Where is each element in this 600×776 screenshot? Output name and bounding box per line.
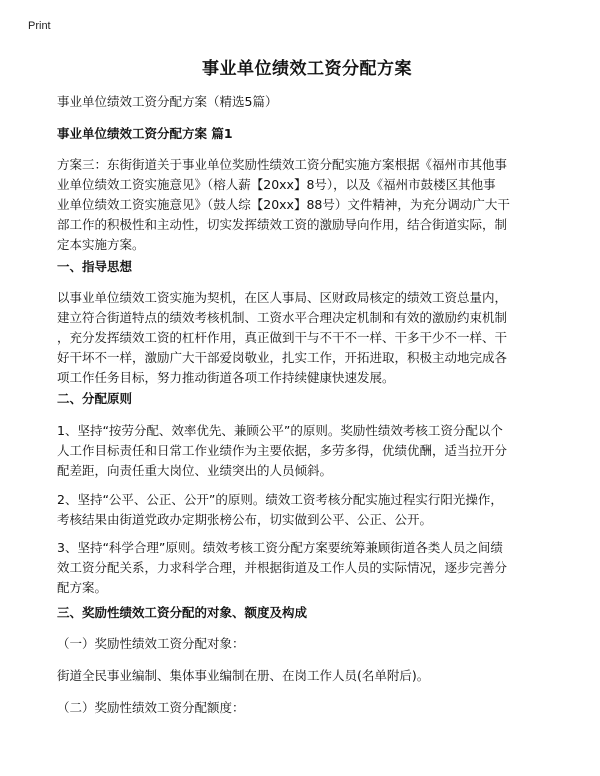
heading-text: 三、奖励性绩效工资分配的对象、额度及构成 — [57, 605, 308, 620]
principle-2 — [57, 490, 557, 530]
heading-text: 一、指导思想 — [57, 259, 133, 274]
guiding-line: 项工作任务目标，努力推动街道各项工作持续健康快速发展。 — [57, 370, 395, 385]
subtitle-text: 事业单位绩效工资分配方案（精选5篇） — [57, 94, 278, 109]
objects-line: 街道全民事业编制、集体事业编制在册、在岗工作人员(名单附后)。 — [57, 668, 430, 683]
heading-guiding-ideology — [57, 257, 557, 277]
principle-line: 3、坚持“科学合理”原则。绩效考核工资分配方案要统筹兼顾街道各类人员之间绩 — [57, 540, 503, 555]
guiding-line: 以事业单位绩效工资实施为契机，在区人事局、区财政局核定的绩效工资总量内， — [57, 290, 508, 305]
principle-line: 考核结果由街道党政办定期张榜公布，切实做到公平、公正、公开。 — [57, 512, 433, 527]
intro-line: 部工作的积极性和主动性，切实发挥绩效工资的激励导向作用，结合街道实际，制 — [57, 217, 508, 232]
guiding-line: ，充分发挥绩效工资的杠杆作用，真正做到干与不干不一样、干多干少不一样、干 — [57, 330, 508, 345]
principle-3 — [57, 538, 557, 598]
principle-line: 效工资分配关系，力求科学合理，并根据街道及工作人员的实际情况，逐步完善分 — [57, 560, 508, 575]
guiding-paragraph — [57, 288, 557, 388]
intro-line: 方案三：东街街道关于事业单位奖励性绩效工资分配实施方案根据《福州市其他事 — [57, 157, 508, 172]
sub-heading-objects — [57, 634, 557, 654]
document-subtitle — [57, 92, 557, 112]
principle-line: 配差距，向责任重大岗位、业绩突出的人员倾斜。 — [57, 463, 333, 478]
objects-paragraph — [57, 666, 557, 686]
intro-line: 业单位绩效工资实施意见》（榕人薪【20xx】8号），以及《福州市鼓楼区其他事 — [57, 177, 496, 192]
intro-line: 定本实施方案。 — [57, 237, 145, 252]
principle-line: 人工作目标责任和日常工作业绩作为主要依据，多劳多得，优绩优酬，适当拉开分 — [57, 443, 508, 458]
principle-line: 配方案。 — [57, 580, 108, 595]
intro-paragraph — [57, 155, 557, 255]
guiding-line: 建立符合街道特点的绩效考核机制、工资水平合理决定机制和有效的激励约束机制 — [57, 310, 508, 325]
heading-distribution-principles — [57, 389, 557, 409]
heading-allocation-objects — [57, 603, 557, 623]
section-title-text: 事业单位绩效工资分配方案 篇1 — [57, 126, 233, 141]
sub-heading-text: （二）奖励性绩效工资分配额度： — [57, 700, 245, 715]
sub-heading-amount — [57, 698, 557, 718]
principle-line: 1、坚持“按劳分配、效率优先、兼顾公平”的原则。奖励性绩效考核工资分配以个 — [57, 423, 503, 438]
sub-heading-text: （一）奖励性绩效工资分配对象： — [57, 636, 245, 651]
print-label[interactable]: Print — [28, 20, 51, 32]
document-title: 事业单位绩效工资分配方案 — [202, 59, 412, 79]
guiding-line: 好干坏不一样，激励广大干部爱岗敬业，扎实工作，开拓进取，积极主动地完成各 — [57, 350, 508, 365]
section-title — [57, 124, 557, 144]
principle-line: 2、坚持“公平、公正、公开”的原则。绩效工资考核分配实施过程实行阳光操作， — [57, 492, 503, 507]
principle-1 — [57, 421, 557, 481]
heading-text: 二、分配原则 — [57, 391, 133, 406]
intro-line: 业单位绩效工资实施意见》（鼓人综【20xx】88号）文件精神，为充分调动广大干 — [57, 197, 510, 212]
